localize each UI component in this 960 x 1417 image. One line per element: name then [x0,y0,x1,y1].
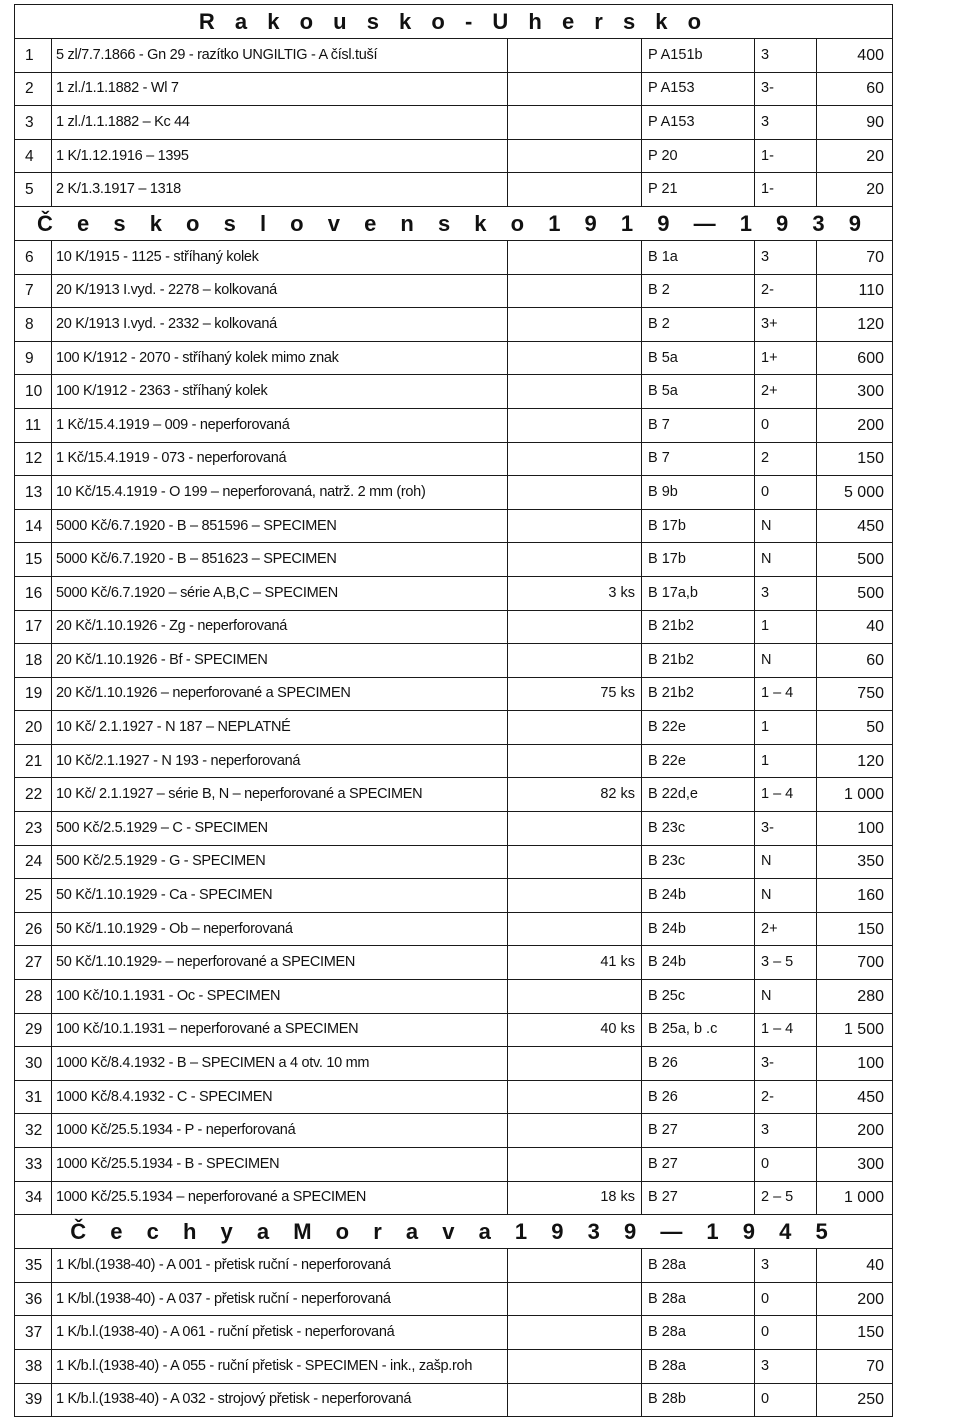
item-description: 100 K/1912 - 2070 - stříhaný kolek mimo znak [52,341,508,375]
table-row [15,644,893,678]
item-price: 70 [817,1349,893,1383]
item-price: 450 [817,509,893,543]
row-number: 15 [15,543,52,577]
item-price: 300 [817,375,893,409]
table-row [15,812,893,846]
catalog-number: B 27 [642,1114,755,1148]
item-description: 20 Kč/1.10.1926 - Zg - neperforovaná [52,610,508,644]
catalog-number: P 20 [642,139,755,173]
item-description: 5 zl/7.7.1866 - Gn 29 - razítko UNGILTIG - A čísl.tuší [52,39,508,73]
table-row [15,341,893,375]
section-title: R a k o u s k o - U h e r s k o [15,5,893,39]
condition-grade: N [755,543,817,577]
item-description: 1 K/b.l.(1938-40) - A 055 - ruční přetisk - SPECIMEN - ink., zašp.roh [52,1349,508,1383]
row-number: 1 [15,39,52,73]
item-price: 150 [817,1316,893,1350]
item-quantity: 75 ks [508,677,642,711]
item-price: 20 [817,139,893,173]
row-number: 11 [15,408,52,442]
catalog-number: B 7 [642,408,755,442]
item-quantity [508,476,642,510]
item-description: 1 K/b.l.(1938-40) - A 032 - strojový přetisk - neperforovaná [52,1383,508,1417]
condition-grade: 2 – 5 [755,1181,817,1215]
row-number: 5 [15,173,52,207]
item-quantity [508,610,642,644]
catalog-number: B 28a [642,1282,755,1316]
item-price: 120 [817,744,893,778]
item-price: 5 000 [817,476,893,510]
row-number: 38 [15,1349,52,1383]
item-quantity [508,1282,642,1316]
item-description: 5000 Kč/6.7.1920 - B – 851596 – SPECIMEN [52,509,508,543]
item-description: 10 Kč/2.1.1927 - N 193 - neperforovaná [52,744,508,778]
table-row [15,1148,893,1182]
catalog-number: B 17b [642,509,755,543]
catalog-number: B 21b2 [642,644,755,678]
row-number: 23 [15,812,52,846]
table-row [15,476,893,510]
table-row [15,711,893,745]
item-quantity [508,1080,642,1114]
row-number: 8 [15,308,52,342]
catalog-number: B 22e [642,744,755,778]
condition-grade: 3 [755,106,817,140]
condition-grade: 3 [755,1114,817,1148]
condition-grade: 2+ [755,912,817,946]
table-row [15,845,893,879]
catalog-number: B 7 [642,442,755,476]
item-description: 100 Kč/10.1.1931 – neperforované a SPECIMEN [52,1013,508,1047]
catalog-number: B 5a [642,341,755,375]
item-description: 50 Kč/1.10.1929- – neperforované a SPECIMEN [52,946,508,980]
item-description: 1 K/bl.(1938-40) - A 037 - přetisk ruční - neperforovaná [52,1282,508,1316]
item-quantity: 41 ks [508,946,642,980]
table-row [15,1114,893,1148]
item-description: 5000 Kč/6.7.1920 – série A,B,C – SPECIMEN [52,576,508,610]
catalog-number: B 26 [642,1047,755,1081]
item-quantity [508,1047,642,1081]
item-price: 500 [817,576,893,610]
item-quantity [508,1383,642,1417]
row-number: 17 [15,610,52,644]
catalog-number: B 28a [642,1349,755,1383]
section-title: Č e s k o s l o v e n s k o 1 9 1 9 — 1 9 3 9 [15,206,893,240]
catalog-number: B 28b [642,1383,755,1417]
item-description: 50 Kč/1.10.1929 - Ca - SPECIMEN [52,879,508,913]
table-row [15,274,893,308]
item-quantity [508,341,642,375]
banknote-catalog-sheet [14,4,892,1417]
catalog-number: B 2 [642,274,755,308]
item-quantity [508,72,642,106]
condition-grade: 2+ [755,375,817,409]
section-header-row [15,5,893,39]
condition-grade: 1 [755,711,817,745]
condition-grade: 2- [755,274,817,308]
item-quantity [508,644,642,678]
item-price: 200 [817,408,893,442]
catalog-number: B 21b2 [642,610,755,644]
table-row [15,543,893,577]
item-quantity [508,912,642,946]
table-row [15,946,893,980]
row-number: 14 [15,509,52,543]
table-row [15,106,893,140]
table-row [15,442,893,476]
table-row [15,72,893,106]
item-description: 1 K/bl.(1938-40) - A 001 - přetisk ruční - neperforovaná [52,1249,508,1283]
table-row [15,240,893,274]
item-quantity [508,139,642,173]
item-price: 1 500 [817,1013,893,1047]
row-number: 6 [15,240,52,274]
row-number: 12 [15,442,52,476]
item-price: 450 [817,1080,893,1114]
row-number: 27 [15,946,52,980]
row-number: 31 [15,1080,52,1114]
item-description: 20 Kč/1.10.1926 - Bf - SPECIMEN [52,644,508,678]
item-price: 600 [817,341,893,375]
table-row [15,778,893,812]
item-quantity [508,879,642,913]
item-quantity [508,39,642,73]
catalog-number: B 17b [642,543,755,577]
table-row [15,744,893,778]
table-row [15,173,893,207]
item-description: 500 Kč/2.5.1929 - G - SPECIMEN [52,845,508,879]
item-price: 40 [817,1249,893,1283]
item-quantity: 40 ks [508,1013,642,1047]
item-quantity [508,980,642,1014]
row-number: 9 [15,341,52,375]
row-number: 29 [15,1013,52,1047]
item-description: 1000 Kč/25.5.1934 - P - neperforovaná [52,1114,508,1148]
condition-grade: 3 [755,576,817,610]
item-description: 20 K/1913 I.vyd. - 2278 – kolkovaná [52,274,508,308]
catalog-number: B 26 [642,1080,755,1114]
item-quantity [508,106,642,140]
table-row [15,1047,893,1081]
item-description: 10 K/1915 - 1125 - stříhaný kolek [52,240,508,274]
item-quantity [508,744,642,778]
condition-grade: 3- [755,72,817,106]
item-price: 250 [817,1383,893,1417]
condition-grade: N [755,879,817,913]
catalog-number: B 23c [642,845,755,879]
condition-grade: 3- [755,812,817,846]
table-row [15,408,893,442]
catalog-number: B 9b [642,476,755,510]
item-description: 500 Kč/2.5.1929 – C - SPECIMEN [52,812,508,846]
item-description: 1000 Kč/25.5.1934 – neperforované a SPECIMEN [52,1181,508,1215]
table-row [15,1080,893,1114]
section-title: Č e c h y a M o r a v a 1 9 3 9 — 1 9 4 5 [15,1215,893,1249]
row-number: 24 [15,845,52,879]
item-description: 100 K/1912 - 2363 - stříhaný kolek [52,375,508,409]
catalog-number: P 21 [642,173,755,207]
catalog-number: B 5a [642,375,755,409]
row-number: 4 [15,139,52,173]
row-number: 28 [15,980,52,1014]
condition-grade: N [755,509,817,543]
item-description: 1 zl./1.1.1882 – Kc 44 [52,106,508,140]
condition-grade: 1+ [755,341,817,375]
item-price: 200 [817,1282,893,1316]
item-description: 20 K/1913 I.vyd. - 2332 – kolkovaná [52,308,508,342]
item-description: 1000 Kč/25.5.1934 - B - SPECIMEN [52,1148,508,1182]
table-row [15,576,893,610]
item-price: 50 [817,711,893,745]
item-price: 20 [817,173,893,207]
condition-grade: 3- [755,1047,817,1081]
item-description: 10 Kč/ 2.1.1927 – série B, N – neperforované a SPECIMEN [52,778,508,812]
item-price: 70 [817,240,893,274]
item-description: 1 Kč/15.4.1919 – 009 - neperforovaná [52,408,508,442]
item-quantity [508,274,642,308]
table-row [15,308,893,342]
catalog-number: B 24b [642,912,755,946]
table-row [15,375,893,409]
item-quantity [508,543,642,577]
table-row [15,677,893,711]
catalog-number: B 21b2 [642,677,755,711]
item-quantity [508,812,642,846]
item-price: 750 [817,677,893,711]
catalog-number: P A153 [642,106,755,140]
table-row [15,1282,893,1316]
condition-grade: 0 [755,1282,817,1316]
row-number: 34 [15,1181,52,1215]
row-number: 16 [15,576,52,610]
item-description: 50 Kč/1.10.1929 - Ob – neperforovaná [52,912,508,946]
catalog-number: B 28a [642,1316,755,1350]
table-row [15,879,893,913]
condition-grade: N [755,845,817,879]
item-description: 20 Kč/1.10.1926 – neperforované a SPECIMEN [52,677,508,711]
row-number: 10 [15,375,52,409]
row-number: 26 [15,912,52,946]
catalog-number: B 25a, b .c [642,1013,755,1047]
item-price: 40 [817,610,893,644]
table-row [15,1316,893,1350]
catalog-number: B 1a [642,240,755,274]
catalog-number: B 24b [642,879,755,913]
item-price: 160 [817,879,893,913]
catalog-number: B 22d,e [642,778,755,812]
table-row [15,1181,893,1215]
condition-grade: 1- [755,173,817,207]
item-quantity [508,1316,642,1350]
row-number: 22 [15,778,52,812]
item-quantity: 18 ks [508,1181,642,1215]
item-description: 2 K/1.3.1917 – 1318 [52,173,508,207]
table-row [15,139,893,173]
catalog-table [14,4,893,1417]
condition-grade: 1 [755,744,817,778]
condition-grade: 3 [755,39,817,73]
table-row [15,1383,893,1417]
item-description: 5000 Kč/6.7.1920 - B – 851623 – SPECIMEN [52,543,508,577]
item-description: 10 Kč/ 2.1.1927 - N 187 – NEPLATNÉ [52,711,508,745]
condition-grade: 1- [755,139,817,173]
item-quantity [508,845,642,879]
condition-grade: 1 – 4 [755,778,817,812]
condition-grade: 1 – 4 [755,677,817,711]
item-price: 150 [817,912,893,946]
row-number: 19 [15,677,52,711]
row-number: 20 [15,711,52,745]
condition-grade: 2- [755,1080,817,1114]
item-price: 90 [817,106,893,140]
item-quantity [508,375,642,409]
row-number: 25 [15,879,52,913]
row-number: 2 [15,72,52,106]
condition-grade: 3+ [755,308,817,342]
row-number: 7 [15,274,52,308]
item-price: 280 [817,980,893,1014]
condition-grade: 3 – 5 [755,946,817,980]
section-header-row [15,206,893,240]
item-description: 1 K/b.l.(1938-40) - A 061 - ruční přetisk - neperforovaná [52,1316,508,1350]
row-number: 3 [15,106,52,140]
table-row [15,39,893,73]
item-quantity [508,308,642,342]
item-description: 1 zl./1.1.1882 - Wl 7 [52,72,508,106]
catalog-number: P A153 [642,72,755,106]
item-quantity [508,442,642,476]
table-row [15,1013,893,1047]
table-row [15,1349,893,1383]
catalog-number: B 28a [642,1249,755,1283]
condition-grade: 0 [755,1148,817,1182]
row-number: 37 [15,1316,52,1350]
row-number: 18 [15,644,52,678]
item-price: 150 [817,442,893,476]
item-quantity: 3 ks [508,576,642,610]
condition-grade: 0 [755,1383,817,1417]
catalog-number: B 17a,b [642,576,755,610]
condition-grade: 0 [755,408,817,442]
condition-grade: N [755,644,817,678]
item-price: 500 [817,543,893,577]
item-quantity [508,711,642,745]
catalog-number: B 23c [642,812,755,846]
item-price: 1 000 [817,1181,893,1215]
item-price: 700 [817,946,893,980]
row-number: 39 [15,1383,52,1417]
catalog-number: B 27 [642,1148,755,1182]
item-price: 300 [817,1148,893,1182]
table-row [15,1249,893,1283]
item-price: 1 000 [817,778,893,812]
item-description: 1000 Kč/8.4.1932 - B – SPECIMEN a 4 otv. 10 mm [52,1047,508,1081]
item-description: 1 Kč/15.4.1919 - 073 - neperforovaná [52,442,508,476]
catalog-number: B 24b [642,946,755,980]
condition-grade: 1 – 4 [755,1013,817,1047]
table-row [15,509,893,543]
item-price: 60 [817,644,893,678]
catalog-number: P A151b [642,39,755,73]
item-price: 60 [817,72,893,106]
item-quantity [508,1249,642,1283]
row-number: 33 [15,1148,52,1182]
item-price: 100 [817,1047,893,1081]
item-description: 1 K/1.12.1916 – 1395 [52,139,508,173]
item-quantity [508,173,642,207]
catalog-number: B 22e [642,711,755,745]
item-quantity [508,240,642,274]
condition-grade: 1 [755,610,817,644]
item-quantity: 82 ks [508,778,642,812]
condition-grade: N [755,980,817,1014]
item-quantity [508,1148,642,1182]
item-quantity [508,1114,642,1148]
item-quantity [508,1349,642,1383]
condition-grade: 3 [755,1349,817,1383]
row-number: 13 [15,476,52,510]
row-number: 21 [15,744,52,778]
section-header-row [15,1215,893,1249]
condition-grade: 0 [755,1316,817,1350]
catalog-number: B 27 [642,1181,755,1215]
item-price: 200 [817,1114,893,1148]
row-number: 30 [15,1047,52,1081]
item-price: 350 [817,845,893,879]
row-number: 35 [15,1249,52,1283]
item-price: 110 [817,274,893,308]
table-row [15,912,893,946]
item-quantity [508,408,642,442]
table-row [15,980,893,1014]
catalog-number: B 2 [642,308,755,342]
item-quantity [508,509,642,543]
table-row [15,610,893,644]
condition-grade: 3 [755,240,817,274]
item-price: 120 [817,308,893,342]
condition-grade: 0 [755,476,817,510]
item-description: 10 Kč/15.4.1919 - O 199 – neperforovaná, natrž. 2 mm (roh) [52,476,508,510]
condition-grade: 3 [755,1249,817,1283]
item-description: 100 Kč/10.1.1931 - Oc - SPECIMEN [52,980,508,1014]
row-number: 32 [15,1114,52,1148]
row-number: 36 [15,1282,52,1316]
item-price: 400 [817,39,893,73]
item-price: 100 [817,812,893,846]
catalog-number: B 25c [642,980,755,1014]
item-description: 1000 Kč/8.4.1932 - C - SPECIMEN [52,1080,508,1114]
catalog-body [15,5,893,1417]
condition-grade: 2 [755,442,817,476]
